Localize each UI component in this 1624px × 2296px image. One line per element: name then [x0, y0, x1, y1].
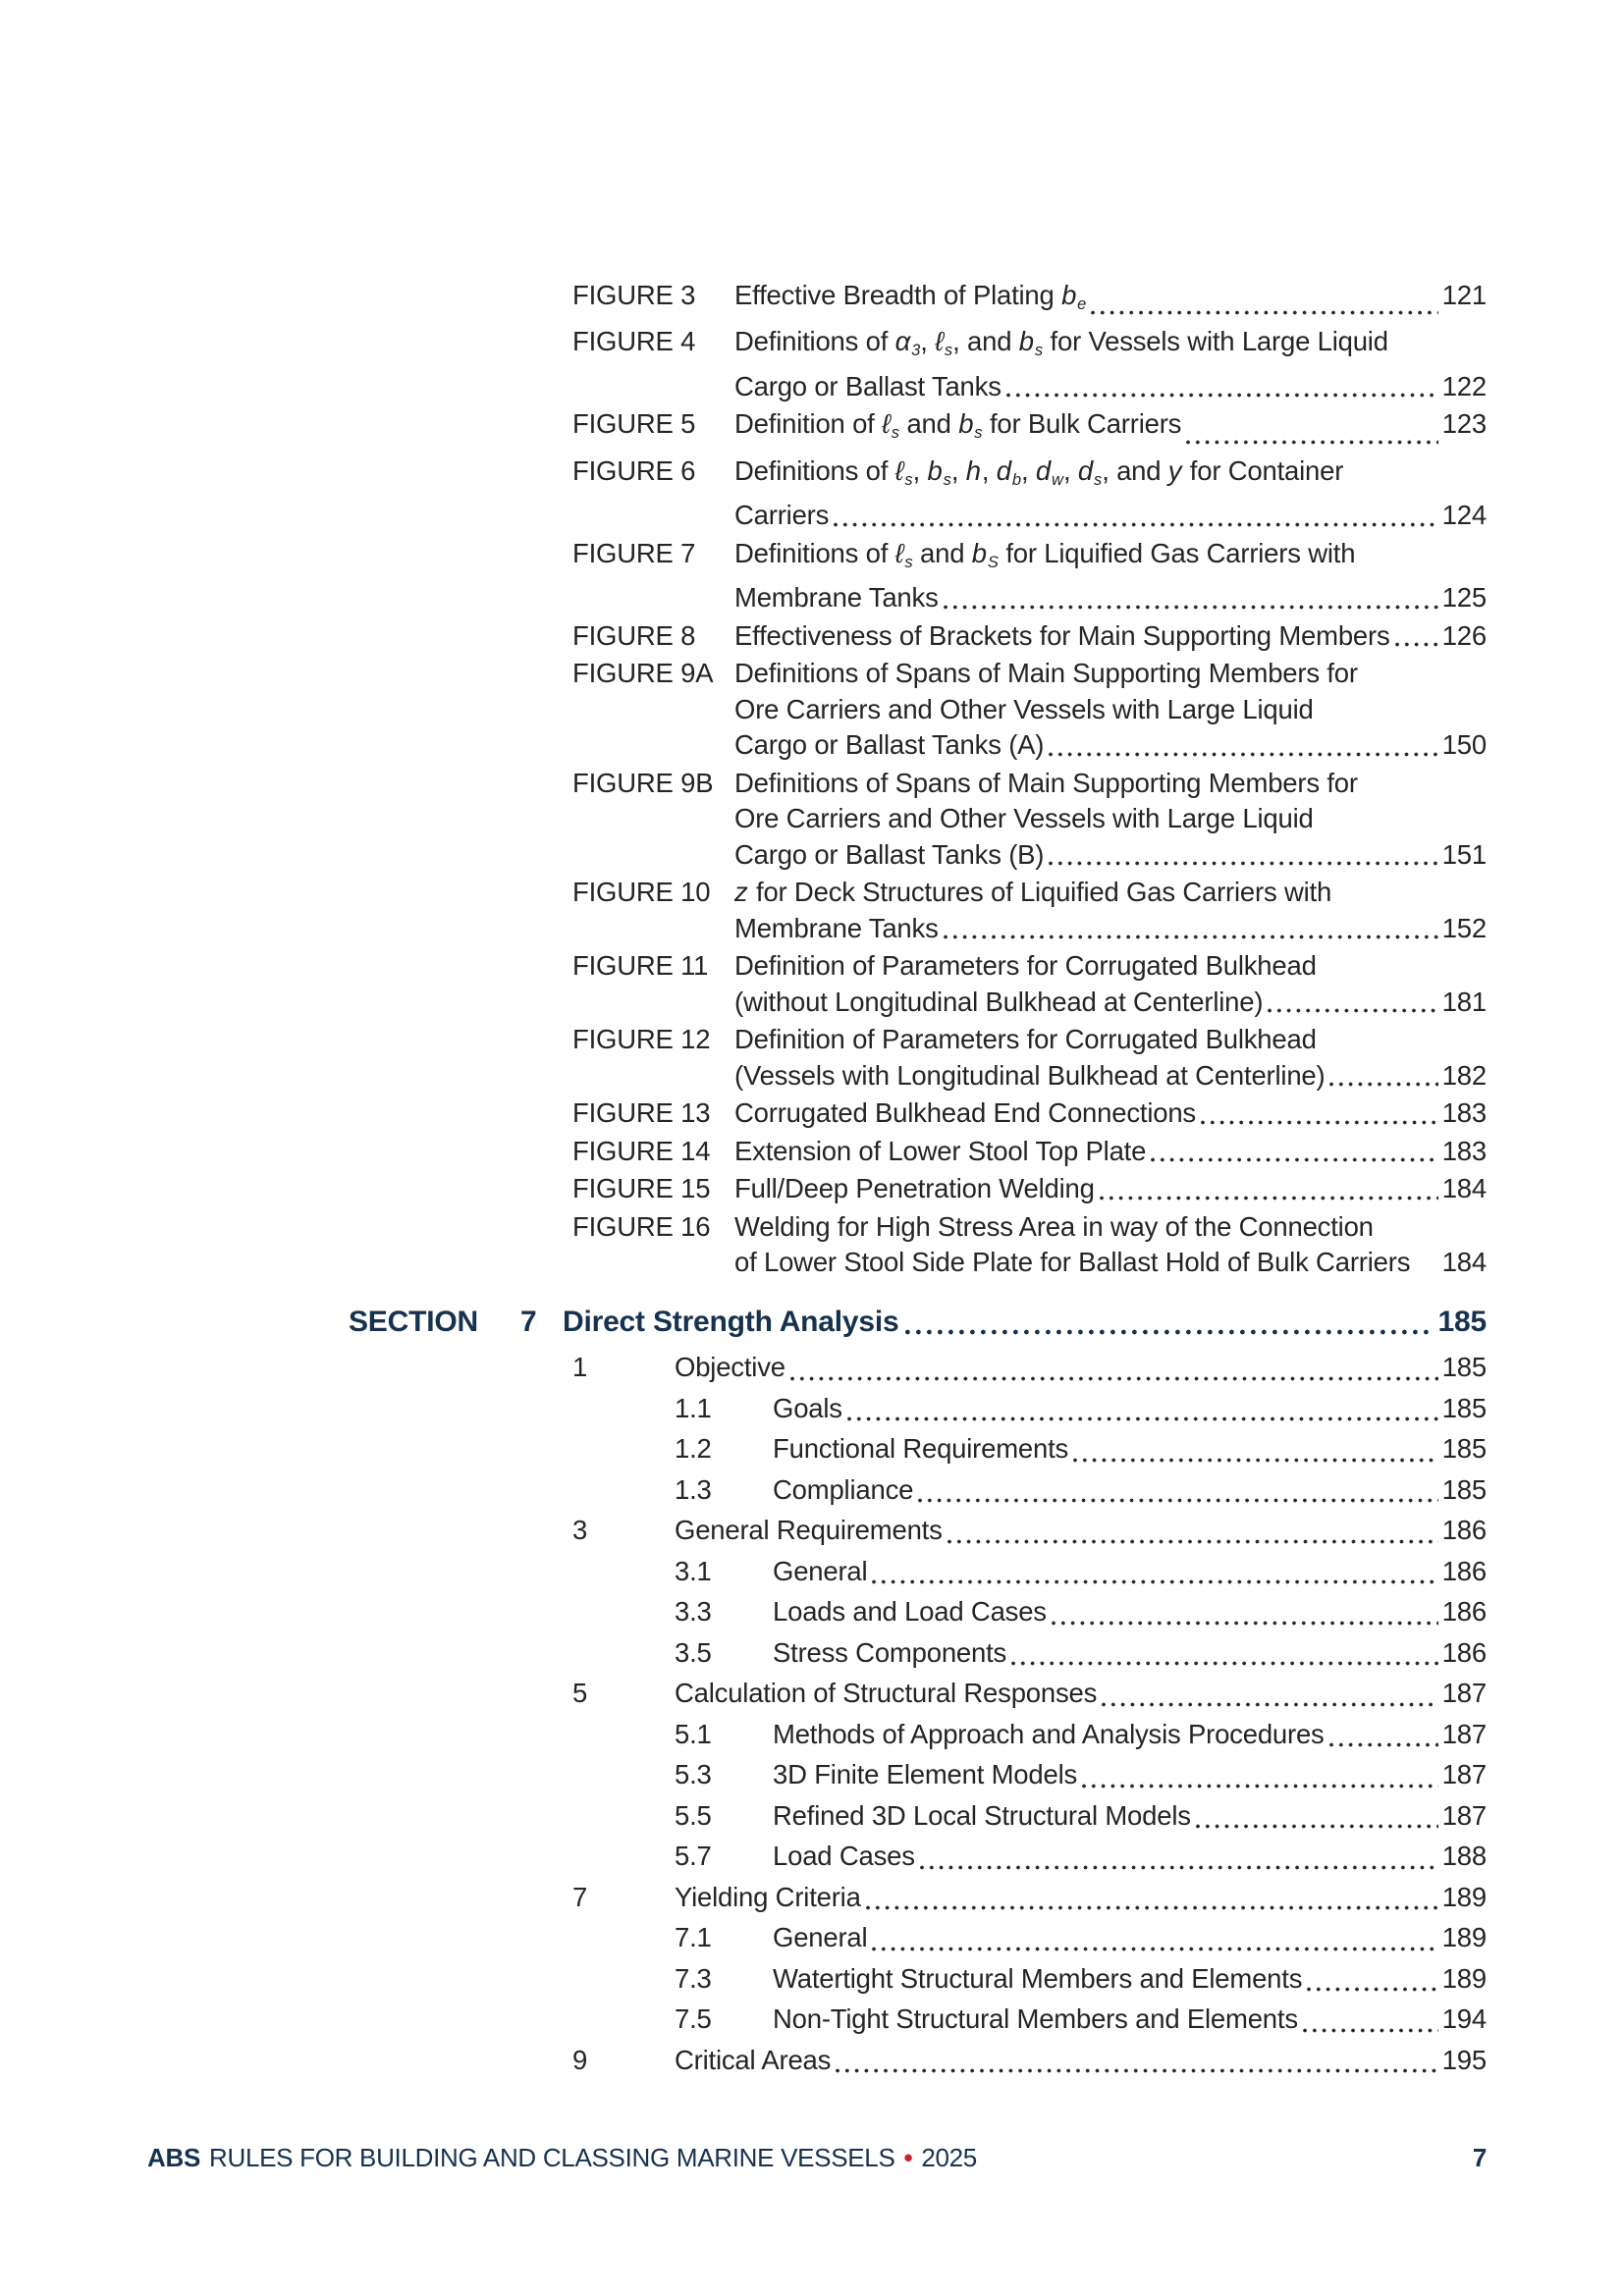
figure-title-block [734, 875, 1487, 946]
figure-title-line [734, 837, 1487, 874]
dot-leader [1073, 1458, 1438, 1463]
dot-leader [1307, 1987, 1437, 1992]
subsection-number: 3 [572, 1515, 588, 1545]
subsection-page-number[interactable]: 189 [1441, 1962, 1487, 1994]
figure-toc-entry[interactable] [572, 536, 1487, 616]
dot-leader [790, 1376, 1438, 1381]
figure-title-line [734, 618, 1487, 655]
subsection-number: 7.3 [675, 1962, 712, 1994]
figure-title-text: Definitions of Spans of Main Supporting Members for [734, 658, 1358, 689]
section-toc-entry[interactable] [572, 1999, 1487, 2040]
dot-leader [1201, 1120, 1438, 1125]
figure-title-block [734, 536, 1487, 616]
dot-leader [1100, 1196, 1438, 1201]
figure-toc-entry[interactable] [572, 1209, 1487, 1281]
figure-label: FIGURE 6 [572, 454, 696, 486]
figure-title-line [734, 985, 1487, 1021]
dot-leader [920, 1865, 1438, 1870]
subsection-page-number[interactable]: 185 [1441, 1352, 1487, 1382]
figure-toc-entry[interactable] [572, 1134, 1487, 1170]
figure-page-number[interactable]: 182 [1441, 1059, 1487, 1091]
subsection-title: Functional Requirements [773, 1433, 1069, 1464]
subsection-page-number[interactable]: 186 [1441, 1515, 1487, 1545]
figure-toc-entry[interactable] [572, 875, 1487, 946]
subsection-number: 5 [572, 1678, 588, 1708]
section-page-number[interactable]: 185 [1437, 1306, 1487, 1338]
subsection-title: Methods of Approach and Analysis Procedures [773, 1718, 1325, 1749]
figure-title-text: Effective Breadth of Plating $b_e$ [734, 280, 1087, 313]
figure-title-line [734, 580, 1487, 616]
figure-toc-entry[interactable] [572, 766, 1487, 874]
subsection-page-number[interactable]: 185 [1441, 1473, 1487, 1505]
figure-page-number[interactable]: 183 [1441, 1135, 1487, 1166]
figure-title-text: Full/Deep Penetration Welding [734, 1173, 1095, 1204]
subsection-number: 7.5 [675, 2003, 712, 2034]
subsection-number: 1 [572, 1352, 588, 1382]
figure-page-number[interactable]: 184 [1441, 1173, 1487, 1204]
figure-toc-entry[interactable] [572, 1171, 1487, 1207]
figure-title-text: Definition of Parameters for Corrugated Bulkhead [734, 1024, 1317, 1055]
figure-title-line [734, 278, 1487, 322]
subsection-number: 5.5 [675, 1799, 712, 1831]
section-title: Direct Strength Analysis [563, 1306, 899, 1338]
dot-leader [1052, 1621, 1438, 1626]
figure-page-number[interactable]: 152 [1441, 912, 1487, 943]
dot-leader [872, 1947, 1437, 1951]
footer-bullet-icon: • [903, 2143, 913, 2172]
subsection-number: 7 [572, 1881, 588, 1912]
subsection-page-number[interactable]: 189 [1441, 1922, 1487, 1952]
subsection-page-number[interactable]: 185 [1441, 1433, 1487, 1464]
subsection-title: General [773, 1555, 868, 1586]
subsection-title: Compliance [773, 1473, 914, 1505]
subsection-number: 1.2 [675, 1433, 712, 1464]
subsection-page-number[interactable]: 187 [1441, 1799, 1487, 1831]
figure-toc-entry[interactable] [572, 406, 1487, 451]
subsection-number: 5.1 [675, 1718, 712, 1749]
figure-title-block [734, 278, 1487, 322]
dot-leader [1186, 440, 1437, 445]
section-toc-entry[interactable] [572, 2040, 1487, 2081]
subsection-page-number[interactable]: 187 [1441, 1759, 1487, 1789]
figure-toc-entry[interactable] [572, 1022, 1487, 1094]
figure-title-text: Definition of Parameters for Corrugated Bulkhead [734, 950, 1317, 982]
figure-title-text: Membrane Tanks [734, 582, 939, 614]
section-toc-entry[interactable] [572, 1714, 1487, 1755]
subsection-number: 1.1 [675, 1392, 712, 1423]
figure-title-line [734, 406, 1487, 451]
figure-toc-entry[interactable] [572, 278, 1487, 322]
figure-page-number[interactable]: 122 [1441, 370, 1487, 401]
figure-title-block [734, 1095, 1487, 1132]
figure-toc-entry[interactable] [572, 618, 1487, 655]
dot-leader [944, 934, 1438, 939]
subsection-page-number[interactable]: 188 [1441, 1841, 1487, 1871]
figure-toc-entry[interactable] [572, 1095, 1487, 1132]
figure-title-line [734, 1171, 1487, 1207]
subsection-title: 3D Finite Element Models [773, 1759, 1078, 1789]
figure-title-block [734, 656, 1487, 764]
figure-title-block [734, 1171, 1487, 1207]
dot-leader [872, 1579, 1437, 1584]
subsection-page-number[interactable]: 186 [1441, 1596, 1487, 1627]
figure-toc-entry[interactable] [572, 948, 1487, 1020]
subsection-number: 9 [572, 2044, 588, 2075]
figure-title-text: (without Longitudinal Bulkhead at Centerline) [734, 986, 1264, 1017]
subsection-page-number[interactable]: 186 [1441, 1555, 1487, 1586]
figure-title-text: Definitions of $\alpha_3$, ℓ$_s$, and $b_s$ for Vessels with Large Liquid [734, 326, 1388, 360]
figure-label: FIGURE 13 [572, 1097, 711, 1129]
figures-toc-list [572, 278, 1487, 1283]
figure-title-line [734, 324, 1487, 368]
figure-page-number[interactable]: 121 [1441, 280, 1487, 310]
dot-leader [1329, 1082, 1437, 1087]
figure-label: FIGURE 8 [572, 619, 696, 651]
dot-leader [834, 522, 1438, 527]
dot-leader [1303, 2028, 1438, 2033]
section-toc-entry[interactable] [572, 1347, 1487, 1388]
dot-leader [905, 1329, 1434, 1335]
figure-title-text: Cargo or Ballast Tanks [734, 370, 1001, 401]
section-toc-entry[interactable] [572, 1510, 1487, 1551]
figure-title-line [734, 454, 1487, 498]
figure-title-line [734, 875, 1487, 911]
figure-label: FIGURE 15 [572, 1173, 711, 1204]
figure-label: FIGURE 14 [572, 1135, 711, 1166]
figure-page-number[interactable]: 150 [1441, 729, 1487, 761]
section-kind-label: SECTION [349, 1306, 478, 1338]
figure-page-number[interactable]: 124 [1441, 500, 1487, 531]
section-toc-entry[interactable] [572, 1388, 1487, 1429]
figure-title-line [734, 656, 1487, 692]
figure-toc-entry[interactable] [572, 656, 1487, 764]
subsection-title: General Requirements [675, 1515, 943, 1545]
figure-title-line [734, 369, 1487, 405]
figure-title-text: (Vessels with Longitudinal Bulkhead at Centerline) [734, 1059, 1326, 1091]
figure-title-text: Welding for High Stress Area in way of the Connection [734, 1210, 1374, 1242]
figure-title-line [734, 766, 1487, 802]
figure-page-number[interactable]: 151 [1441, 838, 1487, 870]
subsection-number: 1.3 [675, 1473, 712, 1505]
figure-title-text: Effectiveness of Brackets for Main Supporting Members [734, 619, 1390, 651]
figure-page-number[interactable]: 125 [1441, 582, 1487, 614]
subsection-title: Watertight Structural Members and Elements [773, 1962, 1303, 1994]
figure-label: FIGURE 10 [572, 877, 711, 908]
figure-label: FIGURE 5 [572, 408, 696, 440]
figure-title-line [734, 801, 1487, 837]
figure-title-text: Ore Carriers and Other Vessels with Large Liquid [734, 693, 1314, 724]
figure-title-line [734, 692, 1487, 728]
figure-title-text: Corrugated Bulkhead End Connections [734, 1097, 1196, 1129]
figure-toc-entry[interactable] [572, 324, 1487, 404]
dot-leader [1329, 1742, 1438, 1747]
section-toc-entry[interactable] [572, 1673, 1487, 1714]
subsection-page-number[interactable]: 185 [1441, 1392, 1487, 1423]
subsection-number: 7.1 [675, 1922, 712, 1952]
section-heading-entry[interactable] [349, 1302, 1487, 1343]
figure-page-number[interactable]: 184 [1441, 1247, 1487, 1278]
figure-label: FIGURE 9B [572, 767, 714, 798]
dot-leader [918, 1498, 1437, 1503]
figure-page-number[interactable]: 123 [1441, 408, 1487, 440]
figure-title-line [734, 727, 1487, 764]
figure-title-block [734, 1022, 1487, 1094]
figure-title-line [734, 948, 1487, 985]
subsection-title: General [773, 1922, 868, 1952]
subsection-number: 5.3 [675, 1759, 712, 1789]
dot-leader [1082, 1784, 1438, 1789]
subsection-title: Stress Components [773, 1636, 1007, 1668]
figure-title-text: Definition of ℓ$_s$ and $b_s$ for Bulk Carriers [734, 408, 1182, 443]
dot-leader [947, 1539, 1438, 1544]
subsection-title: Loads and Load Cases [773, 1596, 1047, 1627]
dot-leader [1049, 861, 1437, 866]
figure-title-line [734, 1095, 1487, 1132]
section-toc-entry[interactable] [572, 1754, 1487, 1795]
figure-title-line [734, 498, 1487, 534]
section-toc-entry[interactable] [572, 1591, 1487, 1632]
section-7-block [349, 1302, 1487, 2080]
dot-leader [1410, 1276, 1440, 1281]
dot-leader [866, 1905, 1438, 1910]
footer-brand: ABS [147, 2143, 200, 2172]
dot-leader [1102, 1702, 1438, 1707]
footer-page-number: 7 [1472, 2143, 1487, 2172]
subsection-number: 3.3 [675, 1596, 712, 1627]
figure-page-number[interactable]: 183 [1441, 1097, 1487, 1129]
section-toc-entry[interactable] [572, 1795, 1487, 1837]
figure-label: FIGURE 7 [572, 537, 696, 568]
section-toc-entry[interactable] [572, 1428, 1487, 1469]
footer-year: 2025 [921, 2143, 977, 2172]
subsection-title: Refined 3D Local Structural Models [773, 1799, 1191, 1831]
figure-title-block [734, 1209, 1487, 1281]
figure-title-block [734, 618, 1487, 655]
subsection-number: 5.7 [675, 1841, 712, 1871]
dot-leader [1268, 1008, 1437, 1013]
subsection-page-number[interactable]: 186 [1441, 1636, 1487, 1668]
figure-title-line [734, 1209, 1487, 1246]
section-toc-entry[interactable] [572, 1958, 1487, 2000]
figure-title-line [734, 1022, 1487, 1058]
figure-title-block [734, 454, 1487, 534]
page-footer [147, 2143, 1487, 2173]
subsection-title: Yielding Criteria [675, 1881, 861, 1912]
figure-label: FIGURE 11 [572, 950, 709, 982]
subsection-number: 3.5 [675, 1636, 712, 1668]
section-number: 7 [520, 1306, 537, 1338]
figure-title-text: Carriers [734, 500, 830, 531]
dot-leader [1395, 642, 1438, 647]
figure-title-line [734, 536, 1487, 580]
section-toc-entry[interactable] [572, 1632, 1487, 1674]
figure-title-text: Extension of Lower Stool Top Plate [734, 1135, 1147, 1166]
subsection-page-number[interactable]: 195 [1441, 2044, 1487, 2075]
figure-title-text: Cargo or Ballast Tanks (A) [734, 729, 1045, 761]
figure-label: FIGURE 3 [572, 280, 696, 310]
figure-label: FIGURE 12 [572, 1024, 711, 1055]
figure-title-text: Ore Carriers and Other Vessels with Large Liquid [734, 803, 1314, 834]
figure-title-text: Cargo or Ballast Tanks (B) [734, 838, 1045, 870]
subsection-title: Critical Areas [675, 2044, 832, 2075]
subsection-title: Non-Tight Structural Members and Elements [773, 2003, 1298, 2034]
subsection-page-number[interactable]: 187 [1441, 1718, 1487, 1749]
figure-label: FIGURE 9A [572, 658, 714, 689]
figure-title-line [734, 1245, 1487, 1281]
dot-leader [847, 1416, 1438, 1421]
figure-title-block [734, 324, 1487, 404]
subsection-page-number[interactable]: 189 [1441, 1881, 1487, 1912]
figure-page-number[interactable]: 181 [1441, 986, 1487, 1017]
figure-title-block [734, 948, 1487, 1020]
figure-title-text: of Lower Stool Side Plate for Ballast Hold of Bulk Carriers [734, 1247, 1411, 1278]
subsection-page-number[interactable]: 187 [1441, 1678, 1487, 1708]
subsection-page-number[interactable]: 194 [1441, 2003, 1487, 2034]
figure-title-line [734, 1134, 1487, 1170]
subsection-title: Objective [675, 1352, 785, 1382]
dot-leader [1196, 1824, 1438, 1829]
figure-page-number[interactable]: 126 [1441, 619, 1487, 651]
figure-title-text: Membrane Tanks [734, 912, 939, 943]
figure-toc-entry[interactable] [572, 454, 1487, 534]
figure-title-text: Definitions of Spans of Main Supporting Members for [734, 767, 1358, 798]
figure-label: FIGURE 4 [572, 326, 696, 357]
section-toc-entry[interactable] [572, 1877, 1487, 1918]
subsection-number: 3.1 [675, 1555, 712, 1586]
subsection-title: Load Cases [773, 1841, 915, 1871]
section-toc-entry[interactable] [572, 1551, 1487, 1592]
subsection-title: Calculation of Structural Responses [675, 1678, 1098, 1708]
dot-leader [836, 2068, 1438, 2073]
footer-document-title [147, 2143, 977, 2173]
dot-leader [1011, 1661, 1438, 1666]
footer-rules-text: RULES FOR BUILDING AND CLASSING MARINE VESSELS [209, 2143, 895, 2172]
dot-leader [1006, 393, 1438, 398]
subsection-title: Goals [773, 1392, 842, 1423]
figure-title-block [734, 1134, 1487, 1170]
dot-leader [1049, 752, 1437, 757]
figure-title-text: Definitions of ℓ$_s$, $b_s$, h, $d_b$, $d_w$, $d_s$, and y for Container [734, 454, 1344, 489]
figure-title-block [734, 766, 1487, 874]
figure-title-text: Definitions of ℓ$_s$ and $b_S$ for Liquified Gas Carriers with [734, 537, 1356, 571]
figure-title-block [734, 406, 1487, 451]
figure-title-line [734, 1058, 1487, 1095]
section-toc-entry[interactable] [572, 1836, 1487, 1877]
dot-leader [1091, 310, 1437, 315]
figure-label: FIGURE 16 [572, 1210, 711, 1242]
section-toc-entry[interactable] [572, 1469, 1487, 1511]
section-toc-entry[interactable] [572, 1917, 1487, 1958]
figure-title-text: z for Deck Structures of Liquified Gas Carriers with [734, 877, 1332, 908]
dot-leader [944, 605, 1438, 610]
dot-leader [1151, 1157, 1437, 1162]
figure-title-line [734, 911, 1487, 947]
section-toc-list [572, 1347, 1487, 2080]
